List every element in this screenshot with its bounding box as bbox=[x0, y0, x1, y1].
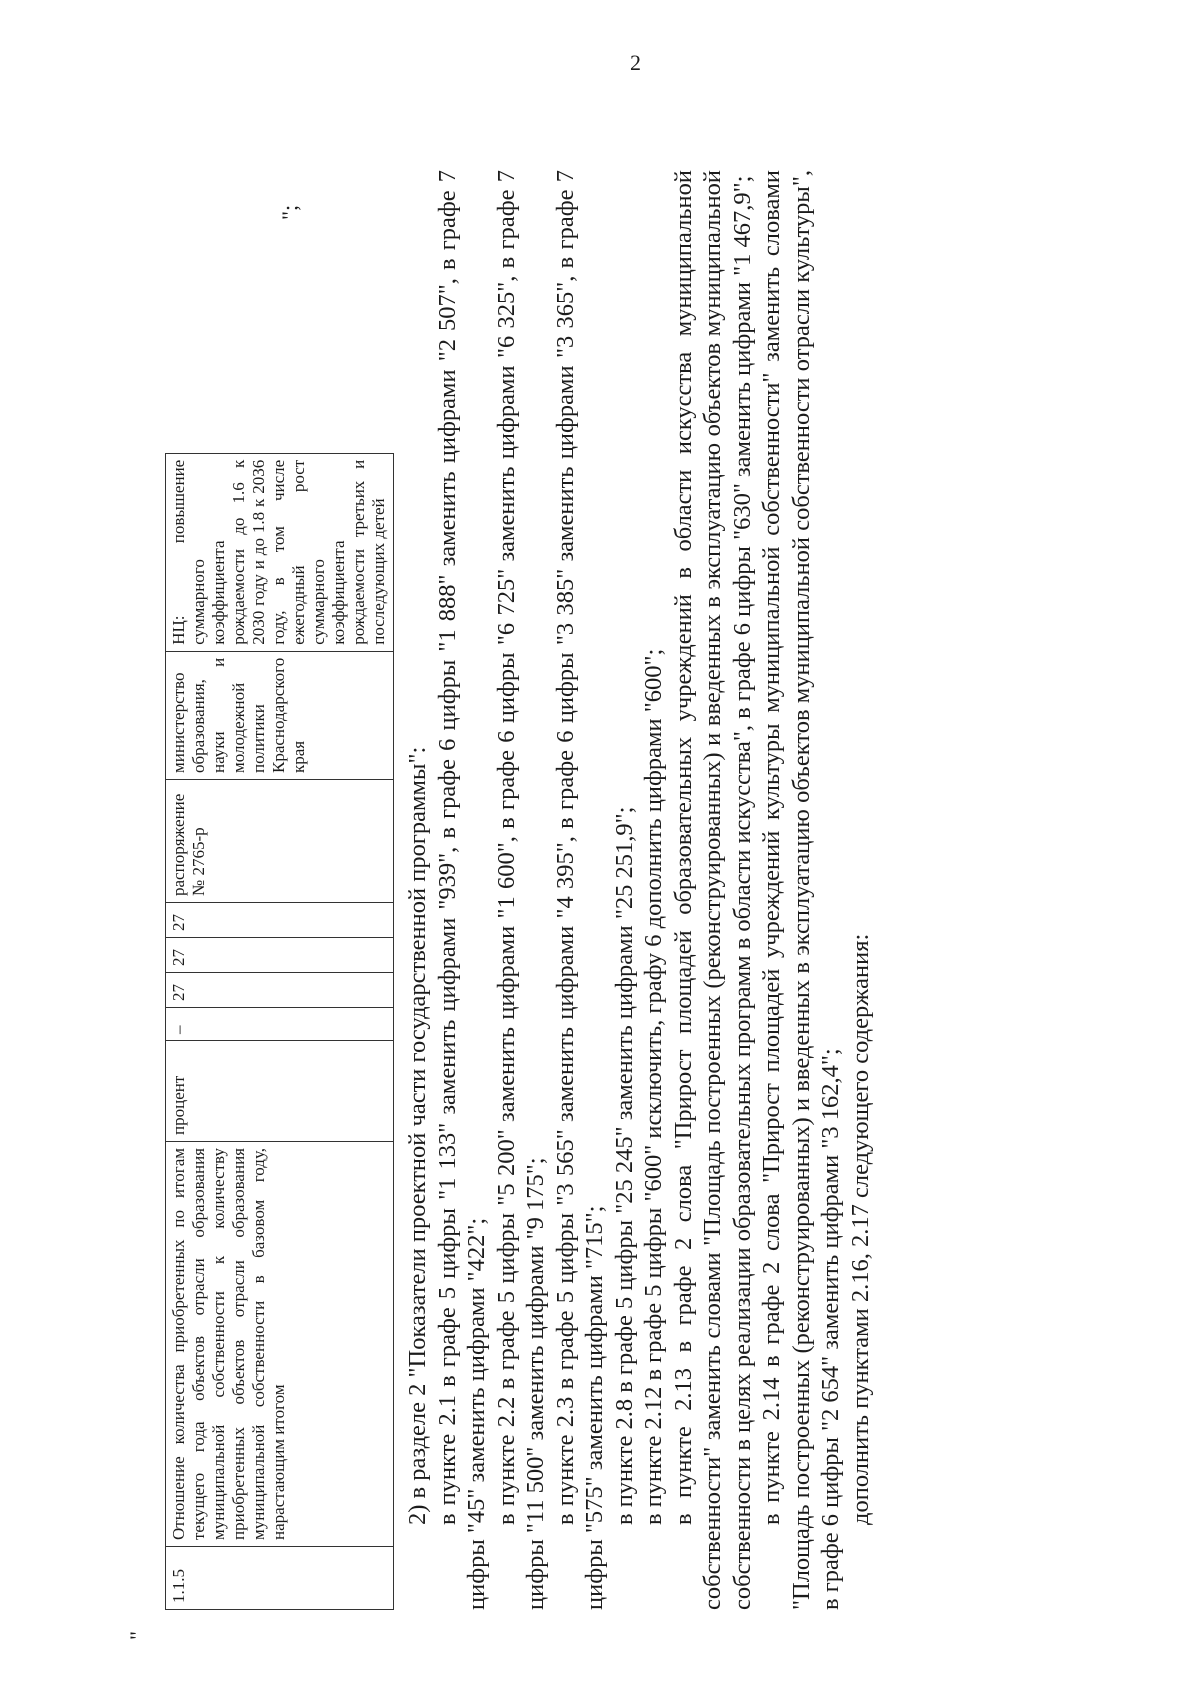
table-close-quote: "; bbox=[277, 204, 302, 220]
paragraph: в пункте 2.14 в графе 2 слова "Прирост площадей учреждений культуры муниципальной собственности" заменить словами "Площадь построенных (реконструированных) и введенных в эксплуатацию объектов муниципальной собственности отрасли культуры", в графе 6 цифры "2 654" заменить цифрами "3 162,4"; bbox=[758, 170, 844, 1610]
value-cell-2: 27 bbox=[166, 973, 394, 1008]
responsible-cell: министерство образования, науки и молодежной политики Краснодарского края bbox=[166, 651, 394, 779]
document-cell: распоряжение № 2765-р bbox=[166, 780, 394, 903]
paragraph: в пункте 2.3 в графе 5 цифры "3 565" заменить цифрами "4 395", в графе 6 цифры "3 385" заменить цифрами "3 365", в графе 7 цифры "575" заменить цифрами "715"; bbox=[551, 170, 608, 1610]
paragraph: 2) в разделе 2 "Показатели проектной части государственной программы": bbox=[404, 746, 431, 1525]
indicator-table bbox=[165, 453, 394, 1610]
value-cell-4: 27 bbox=[166, 903, 394, 938]
page-number: 2 bbox=[630, 50, 641, 75]
value-cell-3: 27 bbox=[166, 938, 394, 973]
goal-cell: НЦ: повышение суммарного коэффициента рождаемости до 1.6 к 2030 году и до 1.8 к 2036 году, в том числе ежегодный рост суммарного коэффициента рождаемости третьих и последующих детей bbox=[166, 453, 394, 651]
table-row bbox=[166, 453, 394, 1609]
row-number: 1.1.5 bbox=[166, 1547, 394, 1610]
amendments-text bbox=[403, 170, 875, 1610]
indicator-name: Отношение количества приобретенных по итогам текущего года объектов отрасли образования муниципальной собственности к количеству приобретенных объектов отрасли образования муниципальной собственности в базовом году, нарастающим итогом bbox=[166, 1142, 394, 1547]
unit-cell: процент bbox=[166, 1041, 394, 1142]
value-cell-1: – bbox=[166, 1008, 394, 1041]
paragraph: дополнить пунктами 2.16, 2.17 следующего содержания: bbox=[846, 933, 874, 1525]
paragraph: в пункте 2.2 в графе 5 цифры "5 200" заменить цифрами "1 600", в графе 6 цифры "6 725" заменить цифрами "6 325", в графе 7 цифры "11 500" заменить цифрами "9 175"; bbox=[492, 170, 549, 1610]
paragraph: в пункте 2.1 в графе 5 цифры "1 133" заменить цифрами "939", в графе 6 цифры "1 888" заменить цифрами "2 507", в графе 7 цифры "45" заменить цифрами "422"; bbox=[433, 170, 490, 1610]
paragraph: в пункте 2.8 в графе 5 цифры "25 245" заменить цифрами "25 251,9"; bbox=[610, 806, 638, 1525]
rotated-content bbox=[95, 160, 1115, 1640]
paragraph: в пункте 2.12 в графе 5 цифры "600" исключить, графу 6 дополнить цифрами "600"; bbox=[640, 648, 667, 1525]
paragraph: в пункте 2.13 в графе 2 слова "Прирост площадей образовательных учреждений в области искусства муниципальной собственности" заменить словами "Площадь построенных (реконструированных) и введенных в эксплуатацию объектов муниципальной собственности в целях реализации образовательных программ в области искусства", в графе 6 цифры "630" заменить цифрами "1 467,9"; bbox=[669, 170, 756, 1610]
table-open-quote: " bbox=[125, 1631, 150, 1640]
